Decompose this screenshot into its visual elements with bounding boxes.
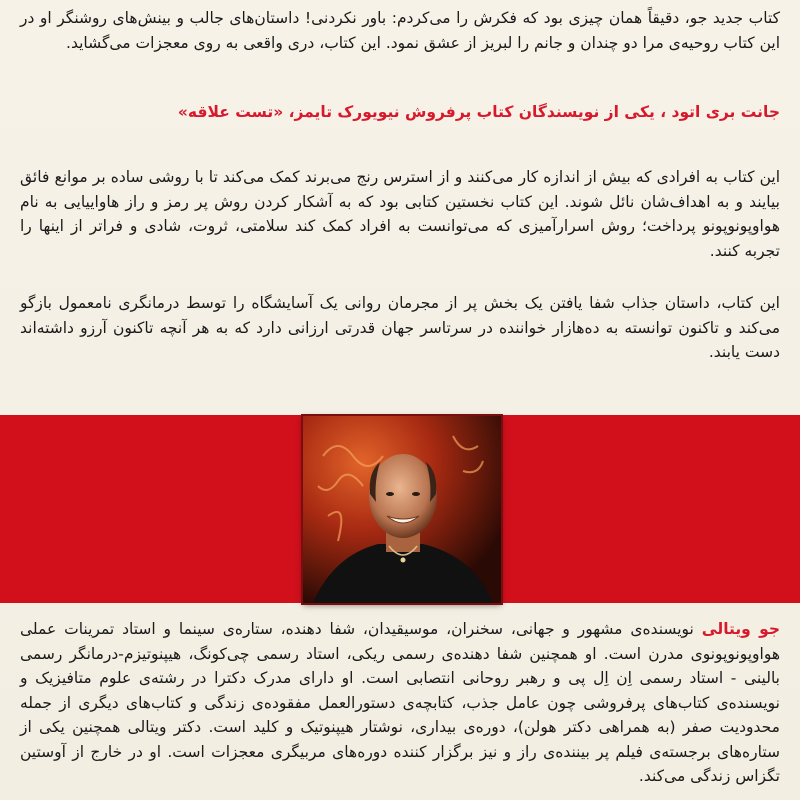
body-text-1: این کتاب به افرادی که بیش از اندازه کار می‌کنند و از استرس رنج می‌برند کمک می‌کند تا با روشی ساده بر موانع فائق بیایند و به اهداف‌شان نائل شوند. این کتاب نخستین کتابی بود که به آشکار کردن روش پر رمز و راز هاواییایی به نام هواوپونوپونو پرداخت؛ روش اسرارآمیزی که می‌توانست به افراد کمک کند سلامتی، ثروت، شادی و فراتر از اینها را تجربه کنند. (20, 168, 780, 260)
bio-paragraph (20, 617, 780, 789)
author-portrait-icon (303, 416, 501, 603)
author-bio (20, 617, 780, 789)
body-text-2: این کتاب، داستان جذاب شفا یافتن یک بخش پر از مجرمان روانی یک آسایشگاه را توسط درمانگری نامعمول بازگو می‌کند و تاکنون توانسته به ده‌هازار خواننده در سرتاسر جهان قدرتی ارزانی دارد که به هر آنچه تاکنون آرزو داشته‌اند دست یابند. (20, 294, 780, 361)
author-photo (303, 416, 501, 603)
body-paragraph-2 (20, 291, 780, 365)
intro-paragraph (20, 6, 780, 55)
intro-text: کتاب جدید جو، دقیقاً همان چیزی بود که فکرش را می‌کردم: باور نکردنی! داستان‌های جالب و بینش‌های روشنگر او در این کتاب روحیه‌ی مرا دو چندان و جانم را لبریز از عشق نمود. این کتاب، دری واقعی به روی معجزات می‌گشاید. (20, 9, 780, 52)
bio-author-name: جو ویتالی (701, 620, 780, 638)
body-paragraph-1 (20, 165, 780, 263)
bio-text: نویسنده‌ی مشهور و جهانی، سخنران، موسیقیدان، شفا دهنده، ستاره‌ی سینما و استاد تمرینات عملی هواوپونوپونوی مدرن است. او همچنین شفا دهنده‌ی رسمی ریکی، استاد رسمی چی‌کونگ، هیپنوتیزم-درمانگر رسمی بالینی - استاد رسمی اِن اِل پی و رهبر روحانی انتصابی است. او دارای مدرک دکترا در رشته‌ی علوم متافیزیک و نویسنده‌ی کتاب‌های پرفروشی چون عامل جذب، کتابچه‌ی دستورالعمل مفقوده‌ی زندگی و کتاب‌های دیگری از جمله محدودیت صفر (به همراهی دکتر هولن)، دوره‌ی بیداری، نوشتار هیپنوتیک و کلید است. دکتر ویتالی همچنین یکی از ستاره‌های برجسته‌ی فیلم پر بیننده‌ی راز و نیز برگزار کننده دوره‌های مربیگری معجزات است. او در خارج از آوستین تگزاس زندگی می‌کند. (20, 620, 780, 785)
quote-author: جانت بری اتود ، یکی از نویسندگان کتاب پرفروش نیویورک تایمز، «تست علاقه» (177, 103, 780, 121)
